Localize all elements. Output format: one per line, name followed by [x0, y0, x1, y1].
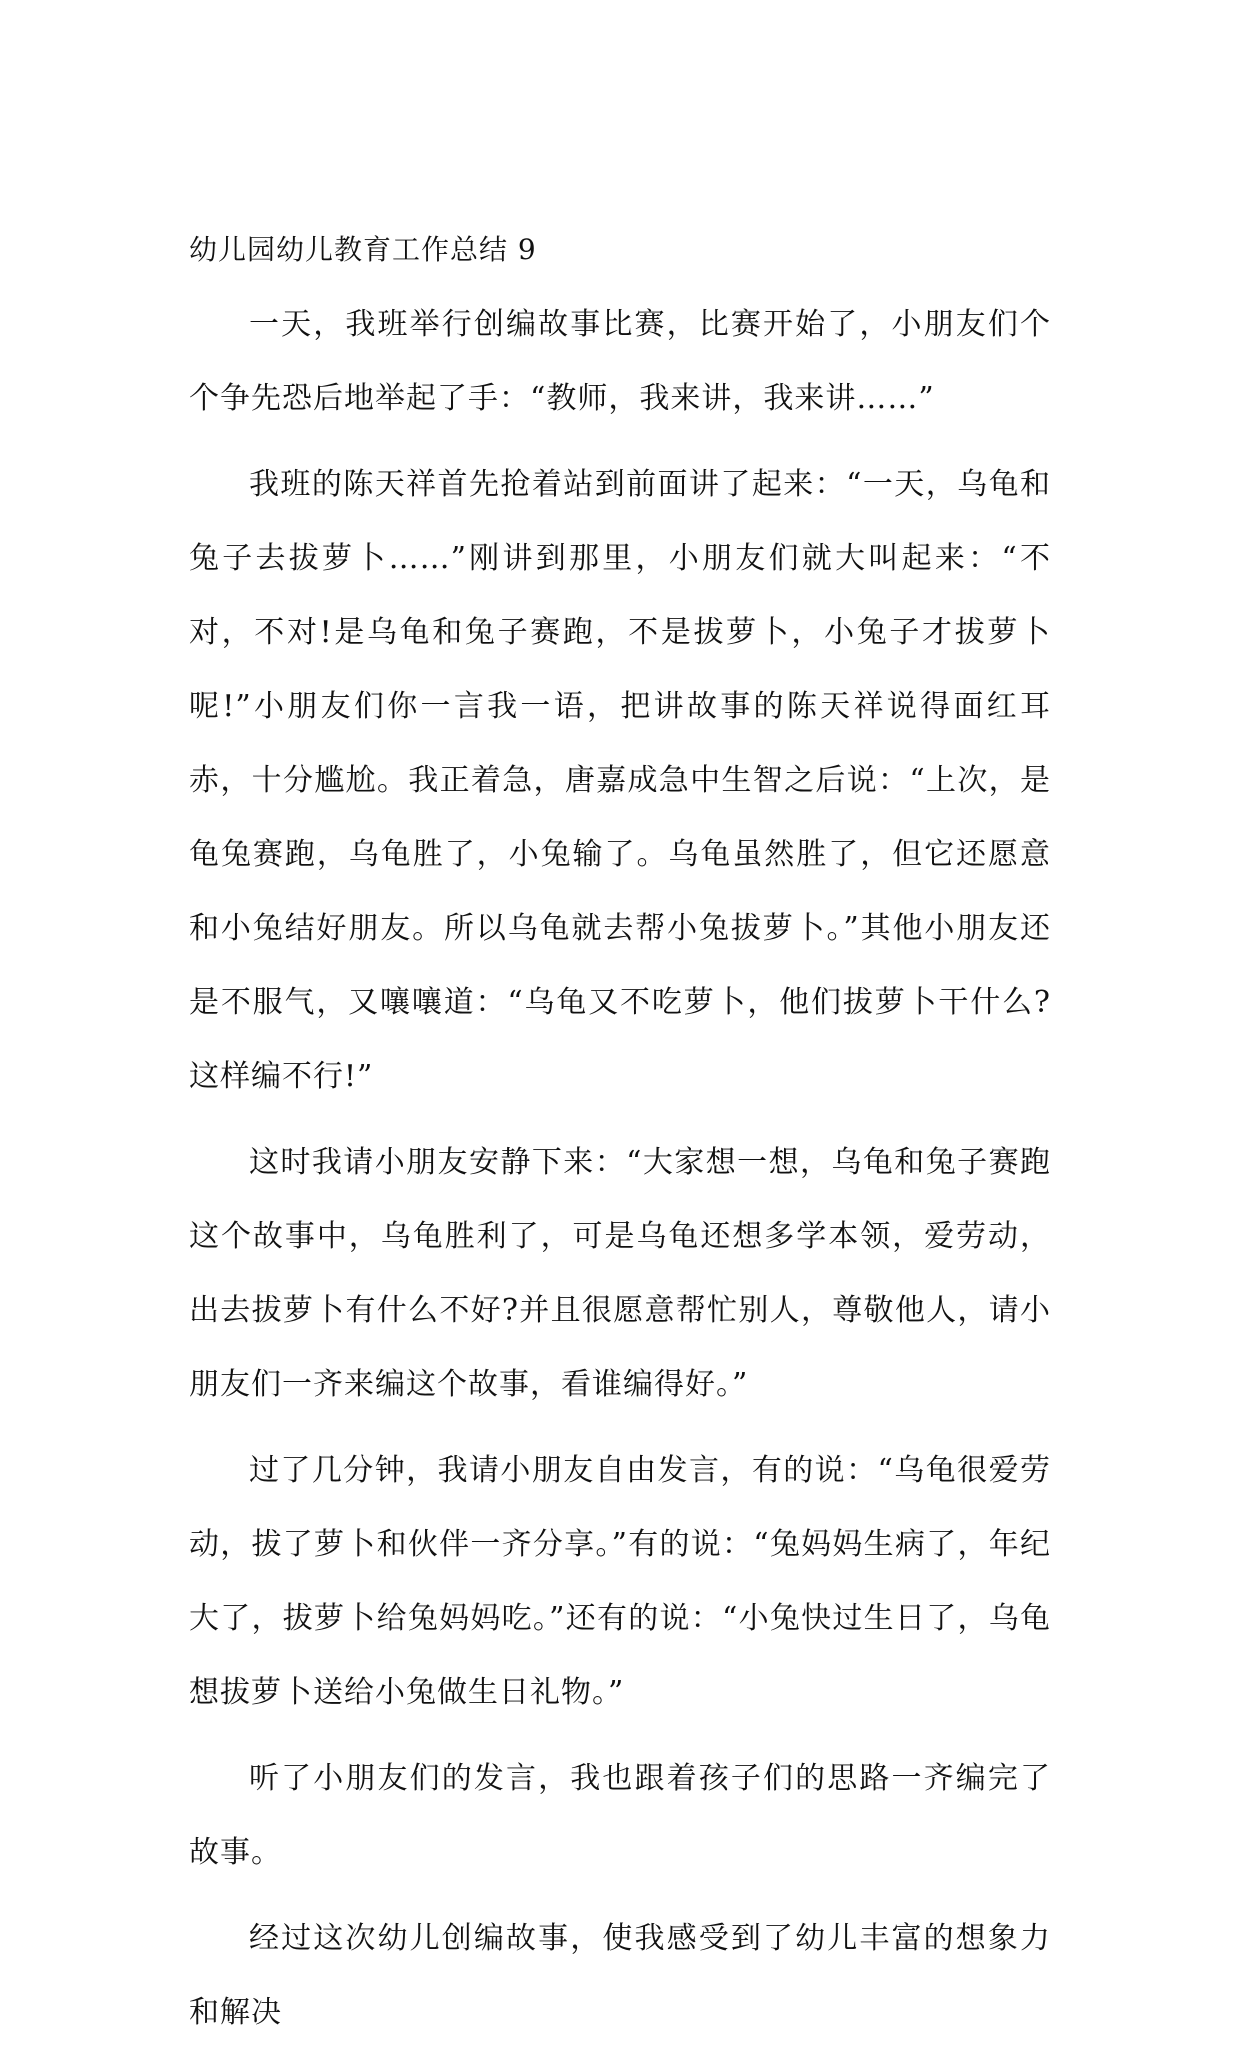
paragraph-6: 经过这次幼儿创编故事，使我感受到了幼儿丰富的想象力和解决 [189, 1921, 1051, 2030]
paragraph-2: 我班的陈天祥首先抢着站到前面讲了起来：“一天，乌龟和兔子去拔萝卜……”刚讲到那里，小朋友们就大叫起来：“不对，不对!是乌龟和兔子赛跑，不是拔萝卜，小兔子才拔萝卜呢!”小朋友们你一言我一语，把讲故事的陈天祥说得面红耳赤，十分尴尬。我正着急，唐嘉成急中生智之后说：“上次，是龟兔赛跑，乌龟胜了，小兔输了。乌龟虽然胜了，但它还愿意和小兔结好朋友。所以乌龟就去帮小兔拔萝卜。”其他小朋友还是不服气，又嚷嚷道：“乌龟又不吃萝卜，他们拔萝卜干什么?这样编不行!” [189, 467, 1051, 1094]
paragraph-4: 过了几分钟，我请小朋友自由发言，有的说：“乌龟很爱劳动，拔了萝卜和伙伴一齐分享。”有的说：“兔妈妈生病了，年纪大了，拔萝卜给兔妈妈吃。”还有的说：“小兔快过生日了，乌龟想拔萝卜送给小兔做生日礼物。” [189, 1453, 1051, 1710]
paragraph-3: 这时我请小朋友安静下来：“大家想一想，乌龟和兔子赛跑这个故事中，乌龟胜利了，可是乌龟还想多学本领，爱劳动，出去拔萝卜有什么不好?并且很愿意帮忙别人，尊敬他人，请小朋友们一齐来编这个故事，看谁编得好。” [189, 1145, 1051, 1402]
paragraph-5: 听了小朋友们的发言，我也跟着孩子们的思路一齐编完了故事。 [189, 1761, 1051, 1870]
document-title: 幼儿园幼儿教育工作总结 9 [189, 233, 537, 266]
document-body [189, 224, 1051, 2050]
paragraph-1: 一天，我班举行创编故事比赛，比赛开始了，小朋友们个个争先恐后地举起了手：“教师，我来讲，我来讲……” [189, 307, 1051, 416]
